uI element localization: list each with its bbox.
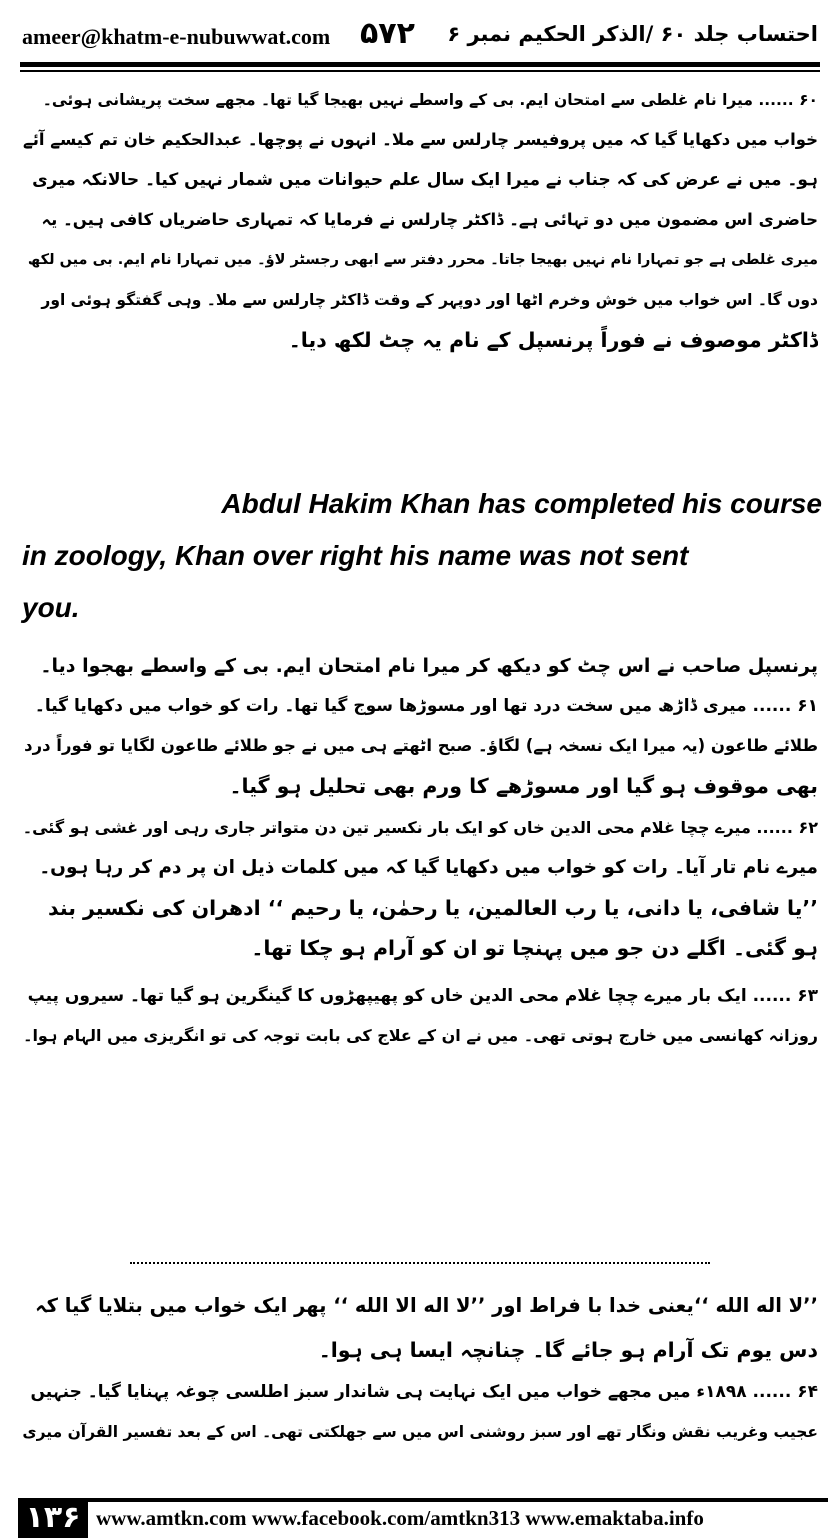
paragraph-60: [22, 80, 818, 360]
text-line: بھی موقوف ہو گیا اور مسوڑھے کا ورم بھی تحلیل ہو گیا۔: [229, 774, 818, 798]
text-line: ہو۔ میں نے عرض کی کہ جناب نے میرا ایک سال علم حیوانات میں شمار نہیں کیا۔ حالانکہ میری: [32, 170, 818, 190]
english-line: in zoology, Khan over right his name was not sent: [22, 540, 689, 571]
paragraph-64: [22, 1372, 818, 1452]
paragraph-63: [22, 976, 818, 1056]
paragraph-after-english: [22, 646, 818, 686]
text-line: طلائے طاعون (یہ میرا ایک نسخہ ہے) لگاؤ۔ صبح اٹھتے ہی میں نے جو طلائے طاعون لگایا تو فوراً درد: [24, 736, 818, 755]
paragraph-after-separator: [22, 1284, 818, 1372]
header-rule-thin: [20, 70, 820, 72]
paragraph-62: [22, 808, 818, 968]
footnote-separator: [130, 1262, 710, 1264]
header-email: ameer@khatm-e-nubuwwat.com: [22, 24, 331, 49]
footer-page-number: ۱۳۶: [18, 1498, 88, 1538]
header-rule-thick: [20, 62, 820, 67]
text-line: میری غلطی ہے جو تمہارا نام نہیں بھیجا جاتا۔ محرر دفتر سے ابھی رجسٹر لاؤ۔ میں تمہارا نام ایم. بی میں لکھ: [27, 252, 818, 268]
text-line: ہو گئی۔ اگلے دن جو میں پہنچا تو ان کو آرام ہو چکا تھا۔: [251, 936, 818, 960]
footer-rule: [88, 1498, 828, 1502]
text-line: ڈاکٹر موصوف نے فوراً پرنسپل کے نام یہ چٹ لکھ دیا۔: [288, 328, 818, 352]
text-line: حاضری اس مضمون میں دو تہائی ہے۔ ڈاکٹر چارلس نے فرمایا کہ تمہاری حاضریاں کافی ہیں۔ یہ: [41, 210, 818, 229]
text-line: پرنسپل صاحب نے اس چٹ کو دیکھ کر میرا نام امتحان ایم. بی کے واسطے بھجوا دیا۔: [40, 655, 818, 677]
text-line: ۶۳ ...... ایک بار میرے چچا غلام محی الدین خاں کو پھیپھڑوں کا گینگرین ہو گیا تھا۔ سیروں پیپ: [27, 986, 818, 1006]
text-line: ۶۱ ...... میری ڈاڑھ میں سخت درد تھا اور مسوڑھا سوج گیا تھا۔ رات کو خواب میں دکھایا گیا۔: [34, 696, 818, 716]
english-line: Abdul Hakim Khan has completed his course: [221, 488, 822, 519]
footer-links: www.amtkn.com www.facebook.com/amtkn313 www.emaktaba.info: [96, 1506, 704, 1530]
header-page-number: ۵۷۲: [360, 16, 415, 51]
text-line: روزانہ کھانسی میں خارج ہوتی تھی۔ میں نے ان کے علاج کی بابت توجہ کی تو انگریزی میں الہام ہوا۔: [23, 1026, 818, 1045]
text-line: دوں گا۔ اس خواب میں خوش وخرم اٹھا اور دوپہر کے وقت ڈاکٹر چارلس سے ملا۔ وہی گفتگو ہوئی اور: [41, 291, 818, 309]
english-note: [22, 478, 822, 634]
text-line: خواب میں دکھایا گیا کہ میں پروفیسر چارلس سے ملا۔ انہوں نے پوچھا۔ عبدالحکیم خان تم کیسے آئے: [23, 130, 818, 149]
header-title: احتساب جلد ۶۰ /الذکر الحکیم نمبر ۶: [447, 22, 818, 46]
text-line: عجیب وغریب نقش ونگار تھے اور سبز روشنی اس میں سے جھلکتی تھی۔ اس کے بعد تفسیر القرآن میری: [22, 1423, 818, 1441]
text-line: ’’لا اله الله ‘‘یعنی خدا با فراط اور ’’لا اله الا الله ‘‘ پھر ایک خواب میں بتلایا گیا کہ: [35, 1294, 818, 1317]
text-line: ’’یا شافی، یا دانی، یا رب العالمین، یا رحمٰن، یا رحیم ‘‘ ادھران کی نکسیر بند: [48, 896, 818, 920]
text-line: میرے نام تار آیا۔ رات کو خواب میں دکھایا گیا کہ میں کلمات ذیل ان پر دم کر رہا ہوں۔: [39, 857, 818, 878]
text-line: ۶۴ ...... ۱۸۹۸ء میں مجھے خواب میں ایک نہایت ہی شاندار سبز اطلسی چوغہ پہنایا گیا۔ جنہیں: [30, 1382, 818, 1402]
text-line: ۶۰ ...... میرا نام غلطی سے امتحان ایم. بی کے واسطے نہیں بھیجا گیا تھا۔ مجھے سخت پریشانی ہوئی۔: [42, 91, 818, 109]
english-line: you.: [22, 592, 80, 623]
text-line: ۶۲ ...... میرے چچا غلام محی الدین خاں کو ایک بار نکسیر تین دن متواتر جاری رہی اور غشی ہو گئی۔: [22, 818, 818, 837]
text-line: دس یوم تک آرام ہو جائے گا۔ چنانچہ ایسا ہی ہوا۔: [318, 1338, 818, 1362]
paragraph-61: [22, 686, 818, 806]
